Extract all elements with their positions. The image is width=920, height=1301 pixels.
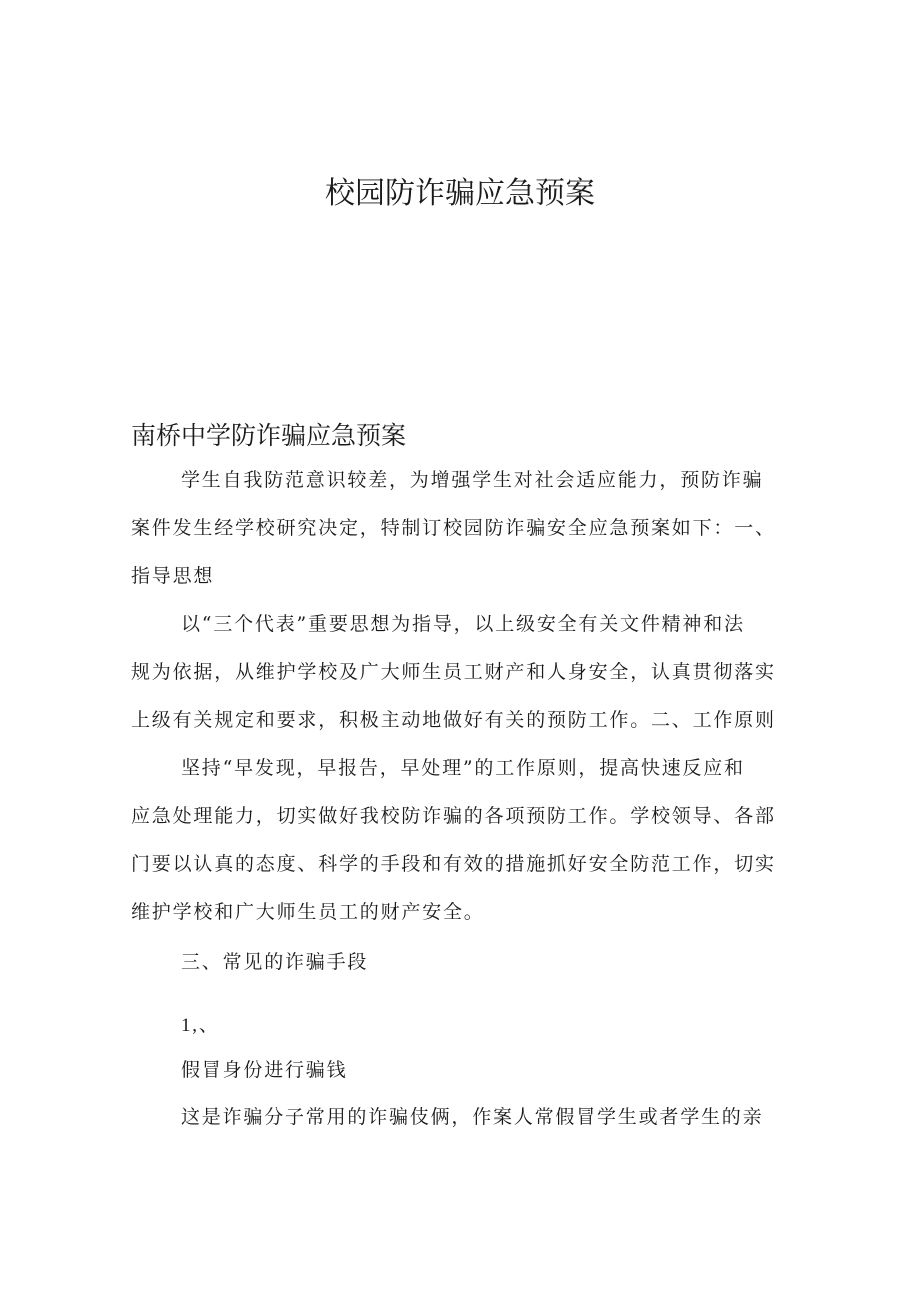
paragraph-intro: [131, 456, 811, 600]
paragraph-line: 规为依据，从维护学校及广大师生员工财产和人身安全，认真贯彻落实: [131, 661, 776, 683]
paragraph-fraud-description: [131, 1093, 811, 1141]
paragraph-line: 这是诈骗分子常用的诈骗伎俩，作案人常假冒学生或者学生的亲: [181, 1106, 764, 1128]
paragraph-line: 坚持“早发现，早报告，早处理”的工作原则，提高快速反应和: [181, 757, 745, 779]
paragraph-line: 指导思想: [131, 565, 215, 587]
document-title: 校园防诈骗应急预案: [325, 176, 595, 211]
paragraph-line: 上级有关规定和要求，积极主动地做好有关的预防工作。二、工作原则: [131, 709, 776, 731]
section-title: 南桥中学防诈骗应急预案: [131, 421, 407, 450]
paragraph-guiding-thought: [131, 600, 811, 744]
paragraph-line: 案件发生经学校研究决定，特制订校园防诈骗安全应急预案如下：一、: [131, 517, 776, 539]
paragraph-line: 学生自我防范意识较差，为增强学生对社会适应能力，预防诈骗: [181, 469, 764, 491]
item-title: 假冒身份进行骗钱: [181, 1059, 348, 1081]
paragraph-line: 以“三个代表”重要思想为指导，以上级安全有关文件精神和法: [181, 613, 745, 635]
paragraph-line: 维护学校和广大师生员工的财产安全。: [131, 901, 485, 923]
paragraph-line: 门要以认真的态度、科学的手段和有效的措施抓好安全防范工作，切实: [131, 853, 776, 875]
heading-common-fraud-methods: 三、常见的诈骗手段: [181, 951, 369, 973]
paragraph-work-principle: [131, 744, 811, 936]
paragraph-line: 应急处理能力，切实做好我校防诈骗的各项预防工作。学校领导、各部: [131, 805, 776, 827]
item-number: 1,、: [181, 1015, 220, 1036]
